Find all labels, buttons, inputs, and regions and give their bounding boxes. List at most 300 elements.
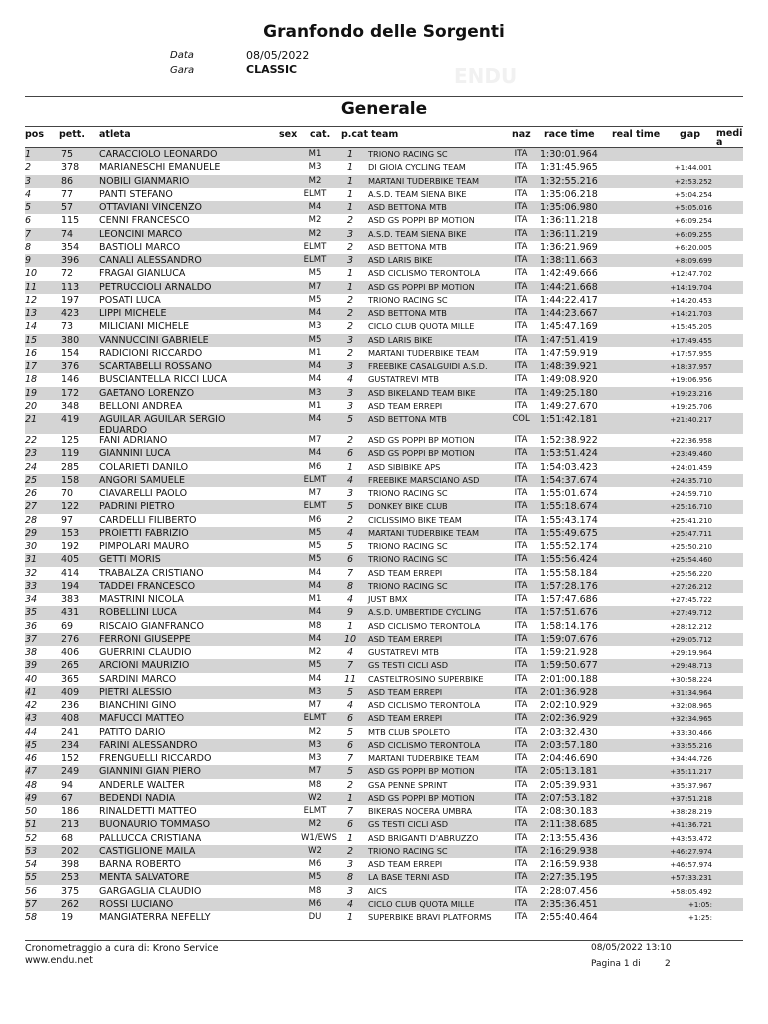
cell-pett: 405: [61, 554, 80, 566]
cell-gap: +58:05.492: [670, 887, 712, 896]
cell-atleta: CANALI ALESSANDRO: [99, 255, 202, 266]
cell-cat: M2: [308, 647, 322, 657]
cell-pos: 15: [25, 334, 38, 346]
cell-pos: 8: [25, 241, 32, 253]
cell-gap: +1:05:: [688, 900, 712, 909]
cell-naz: ITA: [514, 872, 528, 883]
cell-pett: 414: [61, 567, 80, 579]
cell-race-time: 1:44:21.668: [540, 281, 598, 293]
cell-pett: 73: [61, 321, 74, 333]
cell-atleta: MARIANESCHI EMANUELE: [99, 162, 221, 174]
cell-naz: ITA: [514, 488, 528, 498]
cell-pcat: 3: [346, 361, 354, 372]
cell-team: MTB CLUB SPOLETO: [368, 726, 451, 737]
cell-pos: 2: [25, 162, 32, 174]
cell-pos: 29: [25, 527, 38, 539]
cell-team: ASD TEAM ERREPI: [368, 633, 443, 644]
cell-pcat: 3: [346, 885, 354, 897]
table-row: [25, 254, 743, 267]
cell-cat: M5: [308, 334, 322, 345]
cell-pos: 30: [25, 541, 38, 552]
cell-naz: ITA: [514, 647, 528, 657]
table-row: [25, 387, 743, 400]
col-header-pos: pos: [25, 129, 44, 140]
cell-pcat: 1: [346, 268, 354, 280]
cell-pcat: 4: [346, 898, 354, 910]
cell-pett: 406: [61, 647, 80, 658]
cell-atleta: TRABALZA CRISTIANO: [99, 567, 204, 579]
cell-naz: ITA: [514, 501, 528, 512]
cell-naz: ITA: [514, 607, 528, 618]
cell-race-time: 1:51:42.181: [540, 414, 598, 425]
cell-pett: 213: [61, 819, 80, 831]
cell-pett: 152: [61, 753, 80, 764]
cell-team: ASD TEAM ERREPI: [368, 686, 443, 697]
cell-race-time: 1:59:50.677: [540, 660, 598, 672]
cell-atleta: SARDINI MARCO: [99, 673, 177, 685]
cell-pcat: 7: [346, 753, 354, 764]
cell-cat: W1/EWS: [301, 832, 337, 843]
cell-cat: M5: [308, 554, 322, 565]
cell-cat: ELMT: [303, 501, 327, 512]
cell-pett: 398: [61, 859, 80, 870]
cell-cat: M4: [308, 580, 322, 591]
cell-atleta: GIANNINI LUCA: [99, 448, 171, 460]
cell-pos: 46: [25, 753, 38, 764]
cell-team: ASD BETTONA MTB: [368, 202, 447, 212]
table-row: [25, 514, 743, 527]
cell-pett: 69: [61, 620, 74, 632]
cell-gap: +27:49.712: [670, 609, 712, 618]
cell-team: ASD BETTONA MTB: [368, 414, 447, 424]
cell-cat: M4: [308, 673, 322, 684]
cell-atleta: BIANCHINI GINO: [99, 700, 177, 711]
cell-naz: ITA: [514, 514, 528, 525]
cell-naz: ITA: [514, 400, 528, 411]
cell-atleta: PETRUCCIOLI ARNALDO: [99, 281, 212, 293]
cell-pos: 52: [25, 832, 38, 844]
cell-cat: M4: [308, 308, 322, 318]
cell-pcat: 6: [346, 713, 354, 725]
cell-team: ASD TEAM ERREPI: [368, 859, 443, 869]
cell-pett: 285: [61, 461, 80, 473]
cell-naz: ITA: [514, 461, 528, 472]
cell-naz: ITA: [514, 175, 528, 186]
cell-naz: ITA: [514, 387, 528, 398]
table-row: [25, 739, 743, 752]
table-row: [25, 347, 743, 360]
cell-atleta: ANDERLE WALTER: [99, 779, 185, 791]
cell-race-time: 2:03:32.430: [540, 726, 598, 738]
table-row: [25, 633, 743, 646]
cell-pos: 23: [25, 448, 38, 460]
cell-gap: +6:09.255: [674, 230, 712, 239]
cell-pos: 12: [25, 294, 38, 306]
cell-gap: +25:54.460: [670, 556, 712, 565]
col-header-cat: cat.: [310, 129, 331, 140]
cell-pcat: 6: [346, 554, 354, 566]
table-row: [25, 792, 743, 805]
cell-team: TRIONO RACING SC: [368, 541, 448, 551]
cell-naz: ITA: [514, 347, 528, 358]
cell-gap: +38:28.219: [670, 808, 712, 816]
table-row: [25, 646, 743, 659]
cell-pos: 20: [25, 400, 38, 412]
cell-gap: +15:45.205: [670, 323, 712, 332]
cell-pcat: 4: [346, 647, 354, 658]
table-row: [25, 580, 743, 593]
cell-naz: ITA: [514, 912, 528, 922]
footer-credit: Cronometraggio a cura di: Krono Service: [25, 943, 219, 954]
cell-naz: ITA: [514, 435, 528, 445]
cell-race-time: 1:59:07.676: [540, 633, 598, 645]
cell-atleta: BARNA ROBERTO: [99, 859, 182, 870]
cell-gap: +46:57.974: [670, 861, 712, 869]
cell-pos: 34: [25, 594, 38, 605]
cell-pos: 11: [25, 281, 38, 293]
cell-pcat: 3: [346, 334, 354, 346]
cell-naz: ITA: [514, 294, 528, 305]
cell-naz: ITA: [514, 474, 528, 485]
cell-race-time: 1:36:21.969: [540, 241, 598, 253]
cell-gap: +22:36.958: [670, 437, 712, 445]
cell-cat: DU: [308, 912, 322, 922]
cell-pett: 354: [61, 241, 80, 253]
cell-gap: +5:05.016: [674, 204, 712, 212]
cell-gap: +27:26.212: [670, 582, 712, 591]
cell-race-time: 2:16:29.938: [540, 845, 598, 857]
cell-pett: 72: [61, 268, 74, 280]
cell-atleta: LEONCINI MARCO: [99, 228, 183, 240]
cell-race-time: 2:01:00.188: [540, 673, 598, 685]
cell-atleta: CARDELLI FILIBERTO: [99, 514, 197, 526]
cell-pos: 27: [25, 501, 38, 513]
cell-team: CICLO CLUB QUOTA MILLE: [368, 898, 475, 909]
cell-pcat: 7: [346, 567, 354, 579]
cell-pos: 58: [25, 912, 38, 923]
cell-pos: 25: [25, 474, 38, 486]
cell-atleta: PATITO DARIO: [99, 726, 166, 738]
divider: [25, 940, 743, 941]
data-label: Data: [170, 50, 194, 61]
cell-team: TRIONO RACING SC: [368, 149, 448, 159]
table-row: [25, 553, 743, 566]
cell-gap: +31:34.964: [670, 688, 712, 697]
cell-gap: +8:09.699: [674, 257, 712, 265]
cell-pett: 74: [61, 228, 74, 240]
cell-race-time: 1:32:55.216: [540, 175, 598, 187]
cell-pcat: 2: [346, 779, 354, 791]
cell-pcat: 2: [346, 308, 354, 319]
cell-naz: ITA: [514, 215, 528, 226]
cell-race-time: 2:55:40.464: [540, 912, 598, 923]
cell-pett: 378: [61, 162, 80, 174]
cell-pett: 249: [61, 766, 80, 778]
cell-atleta: CENNI FRANCESCO: [99, 215, 190, 227]
cell-gap: +14:21.703: [670, 310, 712, 318]
cell-pos: 33: [25, 580, 38, 592]
cell-team: MARTANI TUDERBIKE TEAM: [368, 175, 480, 186]
cell-gap: +32:08.965: [670, 702, 712, 710]
cell-pcat: 7: [346, 660, 354, 672]
cell-gap: +5:04.254: [674, 190, 712, 199]
table-row: [25, 726, 743, 739]
cell-race-time: 1:55:58.184: [540, 567, 598, 579]
cell-pett: 236: [61, 700, 80, 711]
cell-cat: M1: [308, 149, 322, 159]
table-row: [25, 447, 743, 460]
cell-pos: 18: [25, 374, 38, 386]
cell-pos: 31: [25, 554, 38, 566]
cell-team: JUST BMX: [368, 594, 408, 604]
cell-naz: ITA: [514, 726, 528, 737]
cell-pcat: 1: [346, 792, 354, 804]
cell-cat: M5: [308, 541, 322, 551]
cell-cat: M5: [308, 268, 322, 279]
cell-team: MARTANI TUDERBIKE TEAM: [368, 753, 480, 763]
cell-pcat: 3: [346, 400, 354, 412]
cell-cat: M1: [308, 347, 322, 358]
cell-pos: 53: [25, 845, 38, 857]
cell-pos: 43: [25, 713, 38, 725]
cell-naz: ITA: [514, 845, 528, 856]
data-value: 08/05/2022: [246, 49, 310, 62]
cell-cat: M3: [308, 739, 322, 750]
table-row: [25, 593, 743, 606]
cell-race-time: 1:47:59.919: [540, 347, 598, 359]
cell-team: ASD GS POPPI BP MOTION: [368, 448, 475, 459]
cell-pett: 113: [61, 281, 80, 293]
cell-gap: +17:49.455: [670, 336, 712, 345]
cell-cat: M3: [308, 686, 322, 697]
cell-race-time: 1:57:28.176: [540, 580, 598, 592]
cell-pett: 202: [61, 845, 80, 857]
cell-pett: 375: [61, 885, 80, 897]
cell-team: A.S.D. TEAM SIENA BIKE: [368, 228, 467, 239]
cell-team: ASD CICLISMO TERONTOLA: [368, 700, 481, 710]
cell-race-time: 1:35:06.980: [540, 202, 598, 213]
cell-race-time: 1:49:08.920: [540, 374, 598, 386]
cell-atleta: MENTA SALVATORE: [99, 872, 190, 884]
cell-race-time: 1:49:25.180: [540, 387, 598, 399]
cell-race-time: 1:38:11.663: [540, 255, 598, 266]
cell-gap: +33:30.466: [670, 728, 712, 737]
cell-pos: 41: [25, 686, 38, 698]
cell-atleta: BEDENDI NADIA: [99, 792, 176, 804]
cell-gap: +24:59.710: [670, 490, 712, 498]
cell-team: CICLO CLUB QUOTA MILLE: [368, 321, 475, 332]
cell-naz: ITA: [514, 700, 528, 710]
footer-website[interactable]: www.endu.net: [25, 955, 93, 966]
cell-atleta: CASTIGLIONE MAILA: [99, 845, 196, 857]
gara-label: Gara: [170, 65, 195, 76]
cell-gap: +6:20.005: [674, 243, 712, 252]
cell-pcat: 8: [346, 580, 354, 592]
cell-race-time: 1:53:51.424: [540, 448, 598, 460]
cell-pos: 5: [25, 202, 32, 213]
cell-naz: ITA: [514, 633, 528, 644]
cell-atleta: COLARIETI DANILO: [99, 461, 189, 473]
footer-timestamp: 08/05/2022 13:10: [591, 943, 672, 953]
cell-pett: 265: [61, 660, 80, 672]
cell-naz: ITA: [514, 281, 528, 292]
cell-race-time: 1:52:38.922: [540, 435, 598, 446]
cell-race-time: 2:11:38.685: [540, 819, 598, 831]
cell-gap: +27:45.722: [670, 596, 712, 604]
cell-atleta: PALLUCCA CRISTIANA: [99, 832, 202, 844]
page-title: Granfondo delle Sorgenti: [263, 22, 505, 42]
cell-race-time: 1:55:56.424: [540, 554, 598, 566]
cell-atleta: FRAGAI GIANLUCA: [99, 268, 186, 280]
table-row: [25, 805, 743, 818]
table-row: [25, 686, 743, 699]
cell-pcat: 5: [346, 726, 354, 738]
cell-cat: M4: [308, 361, 322, 371]
cell-pett: 423: [61, 308, 80, 319]
cell-race-time: 2:35:36.451: [540, 898, 598, 910]
cell-gap: +35:37.967: [670, 781, 712, 790]
cell-pett: 396: [61, 255, 80, 266]
table-row: [25, 334, 743, 347]
cell-team: ASD GS POPPI BP MOTION: [368, 766, 475, 777]
cell-pos: 16: [25, 347, 38, 359]
cell-pos: 55: [25, 872, 38, 884]
cell-team: DONKEY BIKE CLUB: [368, 501, 448, 512]
cell-cat: M4: [308, 633, 322, 644]
table-row: [25, 659, 743, 672]
cell-naz: ITA: [514, 713, 528, 724]
cell-team: ASD GS POPPI BP MOTION: [368, 281, 475, 292]
cell-pos: 17: [25, 361, 38, 372]
cell-gap: +34:44.726: [670, 755, 712, 763]
cell-gap: +28:12.212: [670, 622, 712, 631]
cell-cat: M6: [308, 898, 322, 909]
table-row: [25, 712, 743, 725]
cell-pett: 431: [61, 607, 80, 619]
cell-cat: ELMT: [303, 255, 327, 265]
cell-gap: +43:53.472: [670, 834, 712, 843]
cell-cat: M4: [308, 202, 322, 212]
cell-race-time: 1:45:47.169: [540, 321, 598, 333]
cell-cat: M6: [308, 859, 322, 869]
cell-team: DI GIOIA CYCLING TEAM: [368, 162, 466, 173]
table-row: [25, 175, 743, 188]
cell-pett: 234: [61, 739, 80, 751]
cell-pcat: 4: [346, 700, 354, 711]
cell-pett: 194: [61, 580, 80, 592]
cell-team: TRIONO RACING SC: [368, 294, 448, 305]
cell-atleta: RADICIONI RICCARDO: [99, 347, 203, 359]
cell-atleta: BUSCIANTELLA RICCI LUCA: [99, 374, 228, 386]
cell-gap: +18:37.957: [670, 363, 712, 371]
cell-race-time: 2:05:39.931: [540, 779, 598, 791]
cell-cat: M4: [308, 414, 322, 424]
cell-team: GS TESTI CICLI ASD: [368, 819, 449, 830]
cell-team: MARTANI TUDERBIKE TEAM: [368, 527, 480, 538]
cell-naz: ITA: [514, 753, 528, 763]
cell-gap: +32:34.965: [670, 715, 712, 724]
cell-gap: +1:25:: [688, 914, 712, 922]
table-row: [25, 911, 743, 924]
table-row: [25, 606, 743, 619]
cell-pett: 57: [61, 202, 74, 213]
cell-team: CASTELTROSINO SUPERBIKE: [368, 673, 484, 684]
cell-pett: 276: [61, 633, 80, 645]
cell-naz: ITA: [514, 554, 528, 565]
cell-atleta: RISCAIO GIANFRANCO: [99, 620, 205, 632]
cell-race-time: 1:44:23.667: [540, 308, 598, 319]
cell-race-time: 1:57:47.686: [540, 594, 598, 605]
cell-pcat: 5: [346, 414, 354, 425]
cell-team: FREEBIKE MARSCIANO ASD: [368, 474, 480, 485]
cell-atleta: AGUILAR AGUILAR SERGIO EDUARDO: [99, 414, 226, 436]
cell-naz: ITA: [514, 859, 528, 869]
cell-pos: 21: [25, 414, 38, 425]
cell-race-time: 1:55:01.674: [540, 488, 598, 499]
cell-naz: ITA: [514, 448, 528, 459]
cell-pcat: 1: [346, 162, 354, 174]
cell-naz: ITA: [514, 594, 528, 604]
cell-atleta: MAFUCCI MATTEO: [99, 713, 185, 725]
cell-naz: ITA: [514, 268, 528, 279]
table-row: [25, 241, 743, 254]
cell-pos: 51: [25, 819, 38, 831]
cell-team: ASD BETTONA MTB: [368, 308, 447, 318]
cell-pos: 37: [25, 633, 38, 645]
cell-pcat: 6: [346, 739, 354, 751]
cell-pos: 57: [25, 898, 38, 910]
section-title: Generale: [340, 99, 428, 119]
cell-cat: M2: [308, 819, 322, 830]
cell-naz: ITA: [514, 620, 528, 631]
cell-pett: 67: [61, 792, 74, 804]
cell-gap: +29:48.713: [670, 662, 712, 671]
cell-naz: ITA: [514, 541, 528, 551]
cell-team: ASD BRIGANTI D'ABRUZZO: [368, 832, 479, 843]
cell-cat: M4: [308, 374, 322, 385]
cell-pcat: 1: [346, 149, 354, 160]
cell-atleta: PIETRI ALESSIO: [99, 686, 172, 698]
col-header-gap: gap: [680, 129, 701, 140]
cell-race-time: 2:13:55.436: [540, 832, 598, 844]
table-row: [25, 148, 743, 161]
cell-pcat: 1: [346, 620, 354, 632]
cell-naz: ITA: [514, 779, 528, 790]
cell-cat: M2: [308, 726, 322, 737]
cell-team: ASD GS POPPI BP MOTION: [368, 792, 475, 803]
cell-pcat: 2: [346, 347, 354, 359]
cell-pcat: 2: [346, 435, 354, 446]
cell-pcat: 5: [346, 766, 354, 778]
cell-pett: 376: [61, 361, 80, 372]
cell-team: GUSTATREVI MTB: [368, 647, 440, 657]
col-header-sex: sex: [279, 129, 298, 140]
table-row: [25, 161, 743, 174]
cell-cat: ELMT: [303, 806, 327, 816]
cell-team: ASD CICLISMO TERONTOLA: [368, 620, 481, 631]
table-row: [25, 898, 743, 911]
cell-race-time: 2:02:36.929: [540, 713, 598, 725]
cell-pcat: 3: [346, 488, 354, 499]
cell-cat: M3: [308, 753, 322, 763]
cell-gap: +19:06.956: [670, 376, 712, 385]
cell-pett: 383: [61, 594, 80, 605]
cell-cat: M1: [308, 400, 322, 411]
cell-pcat: 11: [343, 673, 357, 685]
cell-naz: ITA: [514, 308, 528, 318]
cell-pos: 22: [25, 435, 38, 446]
cell-pcat: 2: [346, 845, 354, 857]
